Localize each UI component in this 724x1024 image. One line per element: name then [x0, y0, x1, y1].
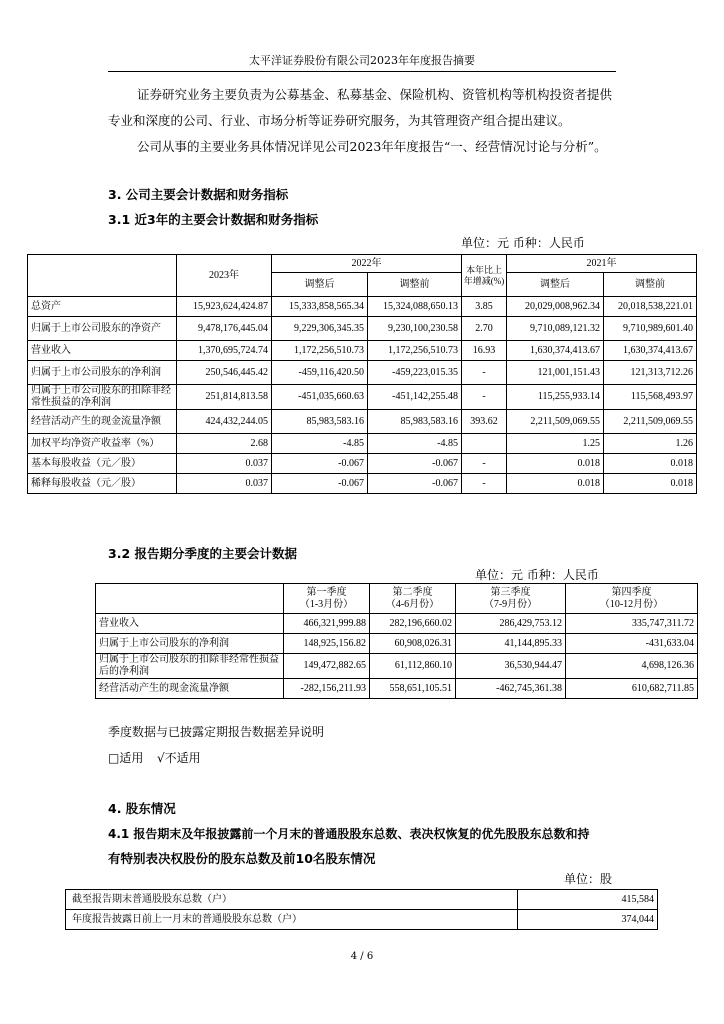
- section-4-1-title-line-1: 4.1 报告期末及年报披露前一个月末的普通股股东总数、表决权恢复的优先股股东总数和持: [108, 827, 590, 841]
- row-label: 归属于上市公司股东的净资产: [28, 317, 177, 341]
- table-row: [28, 454, 697, 474]
- quarter-header-q3: [456, 584, 566, 614]
- table-row: [28, 297, 697, 317]
- value-q3: 41,144,895.33: [456, 634, 566, 654]
- header-blank-cell: [28, 255, 177, 297]
- value-q1: 148,925,156.82: [284, 634, 370, 654]
- value-v2021b: 115,568,493.97: [604, 385, 697, 410]
- section-3-title: 3. 公司主要会计数据和财务指标: [108, 187, 289, 202]
- main-financials-table: [27, 254, 697, 494]
- value-q1: 149,472,882.65: [284, 654, 370, 679]
- value-v2021a: 115,255,933.14: [507, 385, 604, 410]
- row-label: 截至报告期末普通股股东总数（户）: [66, 890, 518, 910]
- value-change: 3.85: [462, 297, 507, 317]
- value-v2023: 424,432,244.05: [177, 410, 272, 434]
- value-v2021a: 9,710,089,121.32: [507, 317, 604, 341]
- row-label: 基本每股收益（元／股）: [28, 454, 177, 474]
- value-v2022a: -4.85: [272, 434, 368, 454]
- value-change: -: [462, 474, 507, 494]
- quarterly-table: [95, 583, 698, 699]
- table-row: [28, 434, 697, 454]
- value-q4: 335,747,311.72: [566, 614, 698, 634]
- row-label: 归属于上市公司股东的净利润: [96, 634, 284, 654]
- row-value: 415,584: [518, 890, 658, 910]
- row-label: 年度报告披露日前上一月末的普通股股东总数（户）: [66, 910, 518, 930]
- value-v2022b: 1,172,256,510.73: [368, 341, 462, 361]
- value-v2021a: 1,630,374,413.67: [507, 341, 604, 361]
- value-v2023: 250,546,445.42: [177, 361, 272, 385]
- value-v2023: 251,814,813.58: [177, 385, 272, 410]
- main-financials-body: [28, 297, 697, 494]
- table-row: [28, 317, 697, 341]
- value-v2021b: 1,630,374,413.67: [604, 341, 697, 361]
- value-v2021b: 2,211,509,069.55: [604, 410, 697, 434]
- value-q3: 36,530,944.47: [456, 654, 566, 679]
- value-q1: 466,321,999.88: [284, 614, 370, 634]
- row-value: 374,044: [518, 910, 658, 930]
- value-q3: -462,745,361.38: [456, 679, 566, 699]
- row-label: 营业收入: [96, 614, 284, 634]
- header-2022-adjusted-after: 调整后: [272, 273, 368, 297]
- value-v2023: 15,923,624,424.87: [177, 297, 272, 317]
- value-change: 16.93: [462, 341, 507, 361]
- value-change: 2.70: [462, 317, 507, 341]
- intro-para-1-line-2: 专业和深度的公司、行业、市场分析等证券研究服务，为其管理资产组合提出建议。: [108, 113, 571, 128]
- table-row: [96, 614, 698, 634]
- header-2021-adjusted-after: 调整后: [507, 273, 604, 297]
- row-label: 归属于上市公司股东的扣除非经常性损益的净利润: [28, 385, 177, 410]
- row-label: 经营活动产生的现金流量净额: [96, 679, 284, 699]
- row-label: 归属于上市公司股东的扣除非经常性损益后的净利润: [96, 654, 284, 679]
- value-q4: 4,698,126.36: [566, 654, 698, 679]
- intro-para-2: 公司从事的主要业务具体情况详见公司2023年年度报告“一、经营情况讨论与分析”。: [137, 139, 607, 154]
- value-v2021b: 0.018: [604, 474, 697, 494]
- value-v2021a: 1.25: [507, 434, 604, 454]
- table-row: [96, 654, 698, 679]
- value-q3: 286,429,753.12: [456, 614, 566, 634]
- value-v2022b: -4.85: [368, 434, 462, 454]
- value-v2023: 0.037: [177, 474, 272, 494]
- value-q2: 282,196,660.02: [370, 614, 456, 634]
- value-v2022a: -459,116,420.50: [272, 361, 368, 385]
- quarter-header-q1: [284, 584, 370, 614]
- value-v2021b: 20,018,538,221.01: [604, 297, 697, 317]
- value-v2023: 0.037: [177, 454, 272, 474]
- section-3-1-title: 3.1 近3年的主要会计数据和财务指标: [108, 212, 319, 227]
- quarter-header-blank: [96, 584, 284, 614]
- table-row: [66, 890, 658, 910]
- q2-label: 第二季度: [392, 586, 433, 598]
- q1-range: （1-3月份）: [299, 598, 354, 610]
- value-change: [462, 434, 507, 454]
- row-label: 稀释每股收益（元／股）: [28, 474, 177, 494]
- table-row: [28, 361, 697, 385]
- row-label: 归属于上市公司股东的净利润: [28, 361, 177, 385]
- value-v2022b: -459,223,015.35: [368, 361, 462, 385]
- shareholders-body: [66, 890, 658, 930]
- intro-para-1-line-1: 证券研究业务主要负责为公募基金、私募基金、保险机构、资管机构等机构投资者提供: [137, 87, 613, 102]
- option-not-applicable: √不适用: [157, 751, 201, 765]
- q4-label: 第四季度: [611, 586, 652, 598]
- q3-label: 第三季度: [490, 586, 531, 598]
- quarter-header-q4: [566, 584, 698, 614]
- value-change: -: [462, 454, 507, 474]
- section-4-title: 4. 股东情况: [108, 801, 176, 816]
- page-header: 太平洋证券股份有限公司2023年年度报告摘要: [108, 52, 616, 72]
- shareholders-table: [65, 889, 658, 930]
- table-row: [96, 634, 698, 654]
- value-v2021b: 1.26: [604, 434, 697, 454]
- quarterly-body: [96, 614, 698, 699]
- row-label: 营业收入: [28, 341, 177, 361]
- table-row: [96, 679, 698, 699]
- q3-range: （7-9月份）: [483, 598, 538, 610]
- value-v2021a: 0.018: [507, 474, 604, 494]
- value-v2022a: 9,229,306,345.35: [272, 317, 368, 341]
- header-change: 本年比上年增减(%): [462, 255, 507, 297]
- q2-range: （4-6月份）: [385, 598, 440, 610]
- q1-label: 第一季度: [306, 586, 347, 598]
- value-v2022b: 15,324,088,650.13: [368, 297, 462, 317]
- value-v2023: 2.68: [177, 434, 272, 454]
- value-v2021a: 20,029,008,962.34: [507, 297, 604, 317]
- value-q4: 610,682,711.85: [566, 679, 698, 699]
- section-3-2-title: 3.2 报告期分季度的主要会计数据: [108, 546, 297, 561]
- header-2021: 2021年: [507, 255, 697, 273]
- value-v2022a: 1,172,256,510.73: [272, 341, 368, 361]
- value-v2021b: 9,710,989,601.40: [604, 317, 697, 341]
- header-2023: 2023年: [177, 255, 272, 297]
- value-v2022a: -0.067: [272, 454, 368, 474]
- option-applicable: □适用: [108, 751, 144, 765]
- quarterly-diff-note: 季度数据与已披露定期报告数据差异说明: [108, 725, 325, 739]
- value-q1: -282,156,211.93: [284, 679, 370, 699]
- value-v2022b: 85,983,583.16: [368, 410, 462, 434]
- section-3-1-unit: 单位：元 币种：人民币: [461, 236, 585, 250]
- header-2022: 2022年: [272, 255, 462, 273]
- value-v2022b: -0.067: [368, 474, 462, 494]
- value-v2021b: 121,313,712.26: [604, 361, 697, 385]
- table-row: [28, 341, 697, 361]
- value-v2022a: -451,035,660.63: [272, 385, 368, 410]
- section-4-unit: 单位：股: [564, 872, 613, 886]
- value-v2022b: -451,142,255.48: [368, 385, 462, 410]
- value-v2022a: 85,983,583.16: [272, 410, 368, 434]
- row-label: 经营活动产生的现金流量净额: [28, 410, 177, 434]
- page-number: 4 / 6: [350, 951, 374, 962]
- value-q2: 60,908,026.31: [370, 634, 456, 654]
- value-v2023: 1,370,695,724.74: [177, 341, 272, 361]
- row-label: 加权平均净资产收益率（%）: [28, 434, 177, 454]
- value-v2021b: 0.018: [604, 454, 697, 474]
- quarter-header-q2: [370, 584, 456, 614]
- header-2021-adjusted-before: 调整前: [604, 273, 697, 297]
- table-row: [28, 474, 697, 494]
- value-v2022a: -0.067: [272, 474, 368, 494]
- value-q2: 61,112,860.10: [370, 654, 456, 679]
- table-row: [28, 410, 697, 434]
- value-v2022a: 15,333,858,565.34: [272, 297, 368, 317]
- q4-range: （10-12月份）: [599, 598, 664, 610]
- value-v2021a: 2,211,509,069.55: [507, 410, 604, 434]
- value-v2021a: 121,001,151.43: [507, 361, 604, 385]
- table-row: [66, 910, 658, 930]
- section-3-2-unit: 单位：元 币种：人民币: [475, 568, 599, 582]
- value-change: 393.62: [462, 410, 507, 434]
- value-q2: 558,651,105.51: [370, 679, 456, 699]
- section-4-1-title-line-2: 有特别表决权股份的股东总数及前10名股东情况: [108, 851, 376, 866]
- value-v2022b: 9,230,100,230.58: [368, 317, 462, 341]
- value-v2021a: 0.018: [507, 454, 604, 474]
- value-v2022b: -0.067: [368, 454, 462, 474]
- value-q4: -431,633.04: [566, 634, 698, 654]
- value-change: -: [462, 385, 507, 410]
- row-label: 总资产: [28, 297, 177, 317]
- header-2022-adjusted-before: 调整前: [368, 273, 462, 297]
- value-change: -: [462, 361, 507, 385]
- value-v2023: 9,478,176,445.04: [177, 317, 272, 341]
- table-row: [28, 385, 697, 410]
